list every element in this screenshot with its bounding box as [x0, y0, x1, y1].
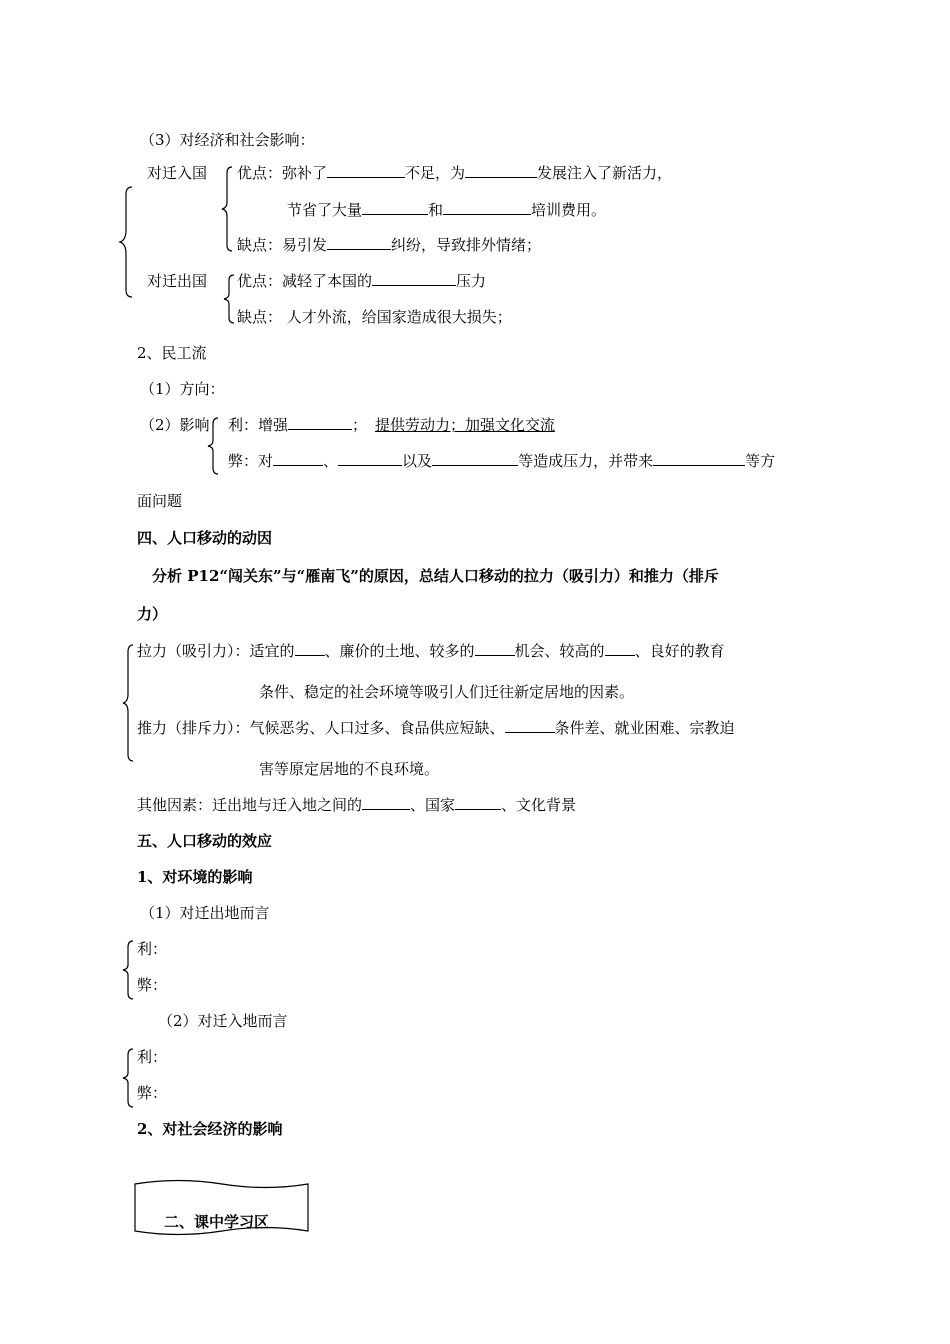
- blank-field[interactable]: [475, 641, 515, 656]
- pull-text: 、廉价的土地、较多的: [324, 642, 475, 660]
- pull-label: 拉力（吸引力）：: [137, 642, 250, 660]
- con-text: 以及: [402, 452, 433, 470]
- migrant-flow-title: 2、民工流: [137, 344, 207, 362]
- immigration-con: 弊：: [137, 1084, 168, 1102]
- push-text: 条件差、就业困难、宗教迫: [554, 719, 735, 737]
- other-factors-line: [137, 795, 576, 815]
- in-country-savings: [287, 200, 606, 220]
- analysis-prompt: 分析 P12“闯关东”与“雁南飞”的原因，总结人口移动的拉力（吸引力）和推力（排斥: [152, 567, 719, 585]
- pull-text: 、良好的教育: [634, 642, 725, 660]
- disadvantage-label: 缺点：: [237, 236, 283, 254]
- pro-underlined-text: 提供劳动力；加强文化交流: [375, 416, 556, 434]
- push-force-line: [137, 718, 735, 738]
- pro-text: ；: [352, 416, 368, 434]
- pull-force-continuation: 条件、稳定的社会环境等吸引人们迁往新定居地的因素。: [259, 683, 635, 701]
- outer-brace-icon: [118, 186, 138, 298]
- push-label: 推力（排斥力）：: [137, 719, 250, 737]
- disadvantage-text: 易引发: [282, 236, 328, 254]
- advantage-label: 优点：: [237, 272, 283, 290]
- impact-pro-line: [228, 415, 555, 435]
- impact-con-line: [228, 451, 775, 471]
- immigration-pro: 利：: [137, 1048, 168, 1066]
- socioeconomic-impact-title: 2、对社会经济的影响: [137, 1120, 283, 1138]
- blank-field[interactable]: [465, 163, 537, 178]
- impact-brace-icon: [206, 417, 222, 475]
- blank-field[interactable]: [338, 451, 402, 466]
- out-country-label: 对迁出国: [147, 272, 208, 290]
- out-country-brace-icon: [222, 274, 238, 324]
- direction-label: （1）方向：: [140, 380, 225, 398]
- push-force-continuation: 害等原定居地的不良环境。: [259, 760, 440, 778]
- advantage-text: 弥补了: [282, 164, 328, 182]
- blank-field[interactable]: [362, 795, 410, 810]
- in-country-disadvantage: [237, 235, 541, 255]
- impact-con-continuation: 面问题: [137, 492, 183, 510]
- con-label: 弊：: [228, 452, 259, 470]
- blank-field[interactable]: [327, 163, 405, 178]
- banner-label: 二、课中学习区: [164, 1213, 270, 1231]
- blank-field[interactable]: [288, 415, 352, 430]
- section3-title: （3）对经济和社会影响：: [140, 131, 315, 149]
- advantage-text: 压力: [456, 272, 487, 290]
- disadvantage-text: 纠纷，导致排外情绪；: [391, 236, 542, 254]
- con-text: 、: [323, 452, 339, 470]
- advantage-text: 不足，为: [405, 164, 466, 182]
- in-country-brace-icon: [220, 166, 236, 252]
- in-country-label: 对迁入国: [147, 164, 208, 182]
- blank-field[interactable]: [327, 235, 391, 250]
- environment-impact-title: 1、对环境的影响: [137, 868, 253, 886]
- force-brace-icon: [121, 644, 137, 762]
- blank-field[interactable]: [443, 200, 531, 215]
- section4-title: 四、人口移动的动因: [137, 529, 273, 547]
- in-country-advantage: [237, 163, 672, 183]
- blank-field[interactable]: [605, 641, 635, 656]
- blank-field[interactable]: [505, 718, 555, 733]
- blank-field[interactable]: [455, 795, 501, 810]
- blank-field[interactable]: [273, 451, 323, 466]
- emigration-pro: 利：: [137, 940, 168, 958]
- blank-field[interactable]: [432, 451, 518, 466]
- con-text: 等方: [745, 452, 776, 470]
- immigration-brace-icon: [121, 1048, 137, 1108]
- blank-field[interactable]: [295, 641, 325, 656]
- pro-text: 增强: [258, 416, 289, 434]
- section5-title: 五、人口移动的效应: [137, 832, 273, 850]
- analysis-prompt-cont: 力）: [137, 605, 168, 623]
- pull-text: 适宜的: [249, 642, 295, 660]
- disadvantage-text: 人才外流，给国家造成很大损失；: [282, 308, 512, 326]
- advantage-label: 优点：: [237, 164, 283, 182]
- out-country-advantage: [237, 271, 486, 291]
- advantage-text: 发展注入了新活力，: [537, 164, 673, 182]
- savings-text: 节省了大量: [287, 201, 363, 219]
- other-text: 、国家: [410, 796, 456, 814]
- savings-text: 培训费用。: [531, 201, 607, 219]
- pro-label: 利：: [228, 416, 259, 434]
- push-text: 气候恶劣、人口过多、食品供应短缺、: [249, 719, 505, 737]
- other-text: 、文化背景: [501, 796, 577, 814]
- immigration-area-label: （2）对迁入地而言: [158, 1012, 288, 1030]
- con-text: 对: [258, 452, 274, 470]
- emigration-con: 弊：: [137, 976, 168, 994]
- disadvantage-label: 缺点：: [237, 308, 283, 326]
- savings-text: 和: [428, 201, 444, 219]
- out-country-disadvantage: [237, 307, 512, 327]
- impact-label: （2）影响: [140, 416, 210, 434]
- pull-text: 机会、较高的: [514, 642, 605, 660]
- blank-field[interactable]: [653, 451, 745, 466]
- blank-field[interactable]: [372, 271, 456, 286]
- con-text: 等造成压力，并带来: [518, 452, 654, 470]
- blank-field[interactable]: [362, 200, 428, 215]
- emigration-brace-icon: [121, 940, 137, 1000]
- emigration-area-label: （1）对迁出地而言: [140, 904, 270, 922]
- banner-scroll-icon: [134, 1181, 310, 1241]
- other-text: 其他因素：迁出地与迁入地之间的: [137, 796, 363, 814]
- advantage-text: 减轻了本国的: [282, 272, 373, 290]
- pull-force-line: [137, 641, 725, 661]
